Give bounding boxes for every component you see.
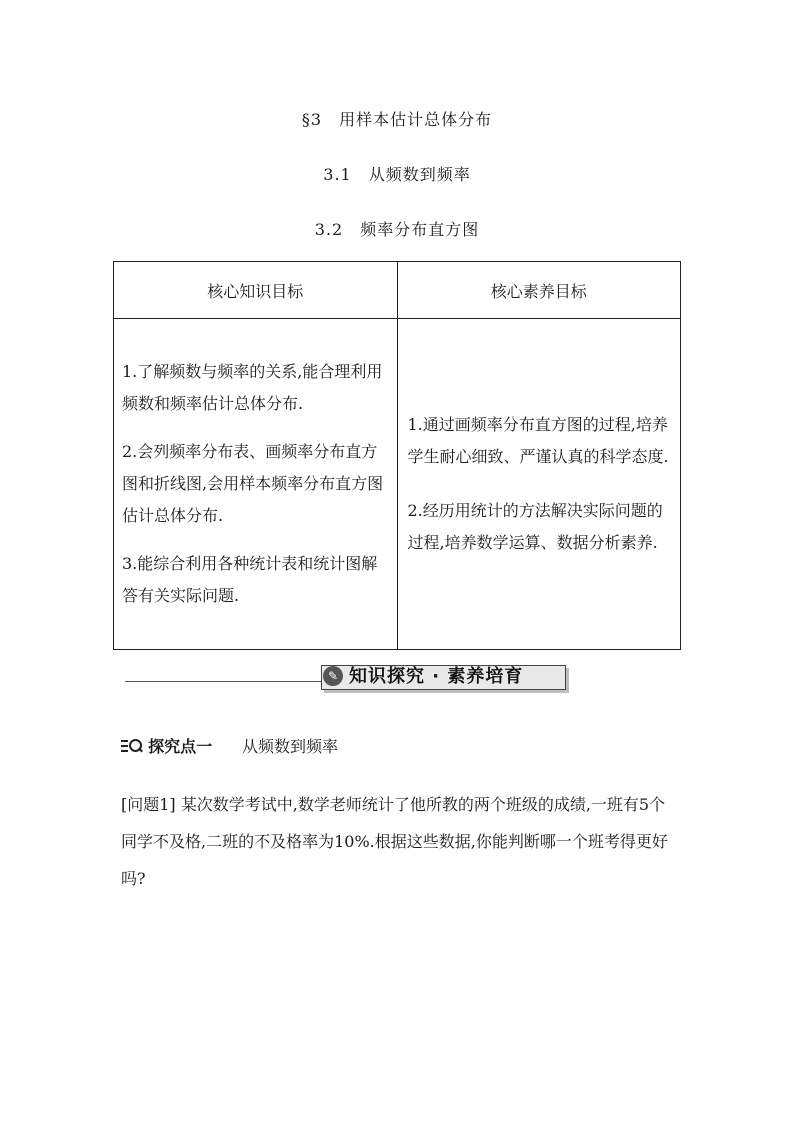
knowledge-goals-cell <box>114 319 398 650</box>
banner-divider <box>125 681 325 682</box>
goals-table <box>113 261 681 650</box>
knowledge-goals-header: 核心知识目标 <box>114 262 398 319</box>
pencil-icon: ✎ <box>323 666 343 686</box>
literacy-goals-cell <box>397 319 681 650</box>
section-banner <box>125 662 570 698</box>
literacy-goal-item: 2.经历用统计的方法解决实际问题的过程,培养数学运算、数据分析素养. <box>407 501 663 552</box>
literacy-goal-item: 1.通过画频率分布直方图的过程,培养学生耐心细致、严谨认真的科学态度. <box>407 415 669 466</box>
subsection-title-2: 3.2 频率分布直方图 <box>314 220 480 239</box>
knowledge-goal-item: 2.会列频率分布表、画频率分布直方图和折线图,会用样本频率分布直方图估计总体分布. <box>122 442 384 525</box>
explore-point-topic: 从频数到频率 <box>242 737 339 756</box>
knowledge-goal-item: 1.了解频数与频率的关系,能合理利用频数和频率估计总体分布. <box>122 362 383 413</box>
literacy-goals-header: 核心素养目标 <box>397 262 681 319</box>
banner-title: 知识探究 · 素养培育 <box>349 666 524 687</box>
section-title: §3 用样本估计总体分布 <box>301 110 493 129</box>
subsection-title-1: 3.1 从频数到频率 <box>323 165 471 184</box>
magnifier-icon <box>121 738 143 754</box>
knowledge-goal-item: 3.能综合利用各种统计表和统计图解答有关实际问题. <box>122 554 378 605</box>
explore-point-label: 探究点一 <box>148 737 213 756</box>
explore-point-heading <box>121 734 339 758</box>
question-1: [问题1] 某次数学考试中,数学老师统计了他所教的两个班级的成绩,一班有5个同学不及格,二班的不及格率为10%.根据这些数据,你能判断哪一个班考得更好吗? <box>121 795 668 888</box>
